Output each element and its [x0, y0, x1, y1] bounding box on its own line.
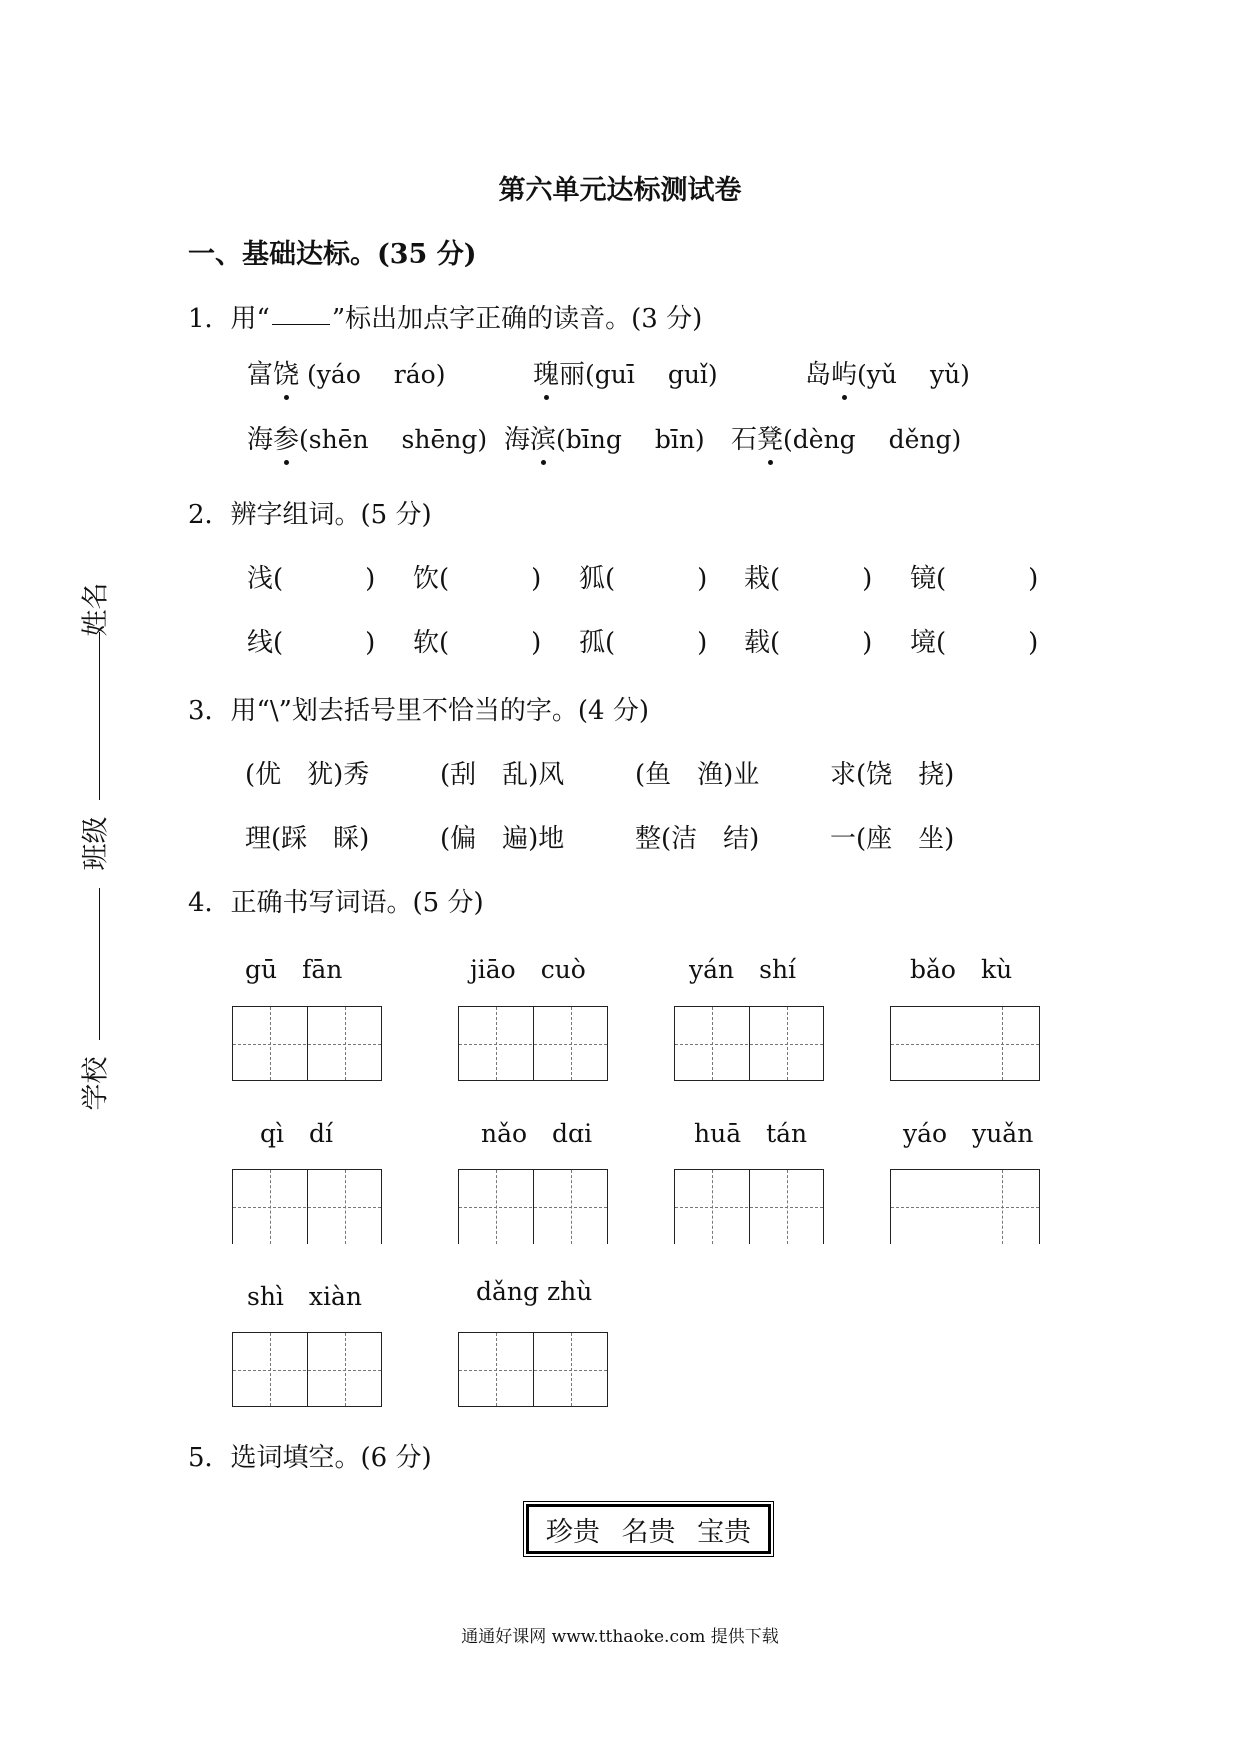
q2-item[interactable]: 栽( ) [744, 564, 873, 594]
q3-item[interactable]: 求(饶 挠) [830, 760, 955, 790]
q3-item[interactable]: 整(洁 结) [635, 824, 760, 854]
school-label: 学校 [80, 1056, 112, 1111]
word-bank [526, 1504, 771, 1554]
question-1 [188, 298, 702, 335]
class-line[interactable] [99, 632, 100, 800]
q2-item[interactable]: 狐( ) [579, 564, 708, 594]
writing-grid[interactable] [458, 1169, 608, 1244]
writing-grid[interactable] [674, 1006, 824, 1081]
q3-item[interactable]: (鱼 渔)业 [635, 760, 760, 790]
q3-item[interactable]: 一(座 坐) [830, 824, 955, 854]
pinyin-prompt: shì xiàn [247, 1282, 363, 1311]
q1-item [533, 354, 718, 391]
q3-item[interactable]: (刮 乱)风 [440, 760, 565, 790]
writing-grid[interactable] [232, 1332, 382, 1407]
pinyin-prompt: bǎo kù [910, 955, 1013, 984]
word-option: 珍贵 [545, 1516, 600, 1548]
q1-item [247, 419, 487, 456]
dotted-char: 滨 [530, 419, 556, 456]
name-label: 姓名 [80, 582, 112, 637]
q3-item[interactable]: (偏 遍)地 [440, 824, 565, 854]
word-option: 宝贵 [697, 1516, 752, 1548]
q1-char: 海 [504, 425, 531, 455]
word-option: 名贵 [621, 1516, 676, 1548]
school-line[interactable] [99, 888, 100, 1040]
writing-grid[interactable] [458, 1332, 608, 1407]
q1-label-end: ”标出加点字正确的读音。(3 分) [331, 304, 703, 334]
q2-item[interactable]: 饮( ) [413, 564, 542, 594]
dotted-char: 瑰 [533, 354, 559, 391]
q2-item[interactable]: 软( ) [413, 628, 542, 658]
question-4: 4．正确书写词语。(5 分) [188, 888, 484, 918]
class-label: 班级 [80, 816, 112, 871]
dotted-char: 参 [273, 419, 299, 456]
writing-grid[interactable] [890, 1169, 1040, 1244]
pinyin-prompt: yán shí [689, 955, 797, 984]
q1-char: 海 [247, 425, 274, 455]
q1-label: 1．用“ [188, 304, 270, 334]
writing-grid[interactable] [232, 1169, 382, 1244]
pinyin-options: (guī guǐ) [585, 360, 718, 389]
dotted-char: 凳 [757, 419, 783, 456]
q1-char: 丽 [559, 360, 586, 390]
pinyin-options: (dèng děng) [783, 425, 962, 454]
dotted-char: 饶 [273, 354, 299, 391]
pinyin-prompt: nǎo dɑi [481, 1119, 593, 1148]
pinyin-options: (shēn shēng) [299, 425, 488, 454]
q3-item[interactable]: (优 犹)秀 [245, 760, 370, 790]
pinyin-prompt: qì dí [260, 1119, 333, 1148]
q2-item[interactable]: 境( ) [910, 628, 1039, 658]
pinyin-prompt: gū fān [245, 955, 343, 984]
writing-grid[interactable] [232, 1006, 382, 1081]
writing-grid[interactable] [674, 1169, 824, 1244]
pinyin-prompt: yáo yuǎn [903, 1119, 1034, 1148]
q2-item[interactable]: 载( ) [744, 628, 873, 658]
pinyin-options: (bīng bīn) [556, 425, 705, 454]
footer-credit: 通通好课网 www.tthaoke.com 提供下载 [461, 1627, 779, 1647]
q2-item[interactable]: 孤( ) [579, 628, 708, 658]
q2-item[interactable]: 线( ) [247, 628, 376, 658]
q1-item [247, 354, 445, 391]
q1-item [731, 419, 961, 456]
writing-grid[interactable] [890, 1006, 1040, 1081]
answer-blank [272, 324, 330, 325]
pinyin-prompt: huā tán [694, 1119, 808, 1148]
dotted-char: 屿 [831, 354, 857, 391]
q2-item[interactable]: 浅( ) [247, 564, 376, 594]
question-5: 5．选词填空。(6 分) [188, 1443, 432, 1473]
q2-item[interactable]: 镜( ) [910, 564, 1039, 594]
pinyin-options: (yáo ráo) [307, 360, 446, 389]
q1-char: 岛 [805, 360, 832, 390]
q1-item [805, 354, 970, 391]
q1-char: 石 [731, 425, 758, 455]
question-2: 2．辨字组词。(5 分) [188, 500, 432, 530]
q3-item[interactable]: 理(踩 睬) [245, 824, 370, 854]
pinyin-options: (yǔ yǔ) [857, 360, 970, 389]
pinyin-prompt: dǎng zhù [476, 1277, 593, 1306]
page-title: 第六单元达标测试卷 [498, 175, 742, 206]
writing-grid[interactable] [458, 1006, 608, 1081]
q1-item [504, 419, 705, 456]
section-heading: 一、基础达标。(35 分) [188, 239, 477, 270]
pinyin-prompt: jiāo cuò [470, 955, 586, 984]
q1-char: 富 [247, 360, 274, 390]
question-3: 3．用“\”划去括号里不恰当的字。(4 分) [188, 696, 649, 726]
